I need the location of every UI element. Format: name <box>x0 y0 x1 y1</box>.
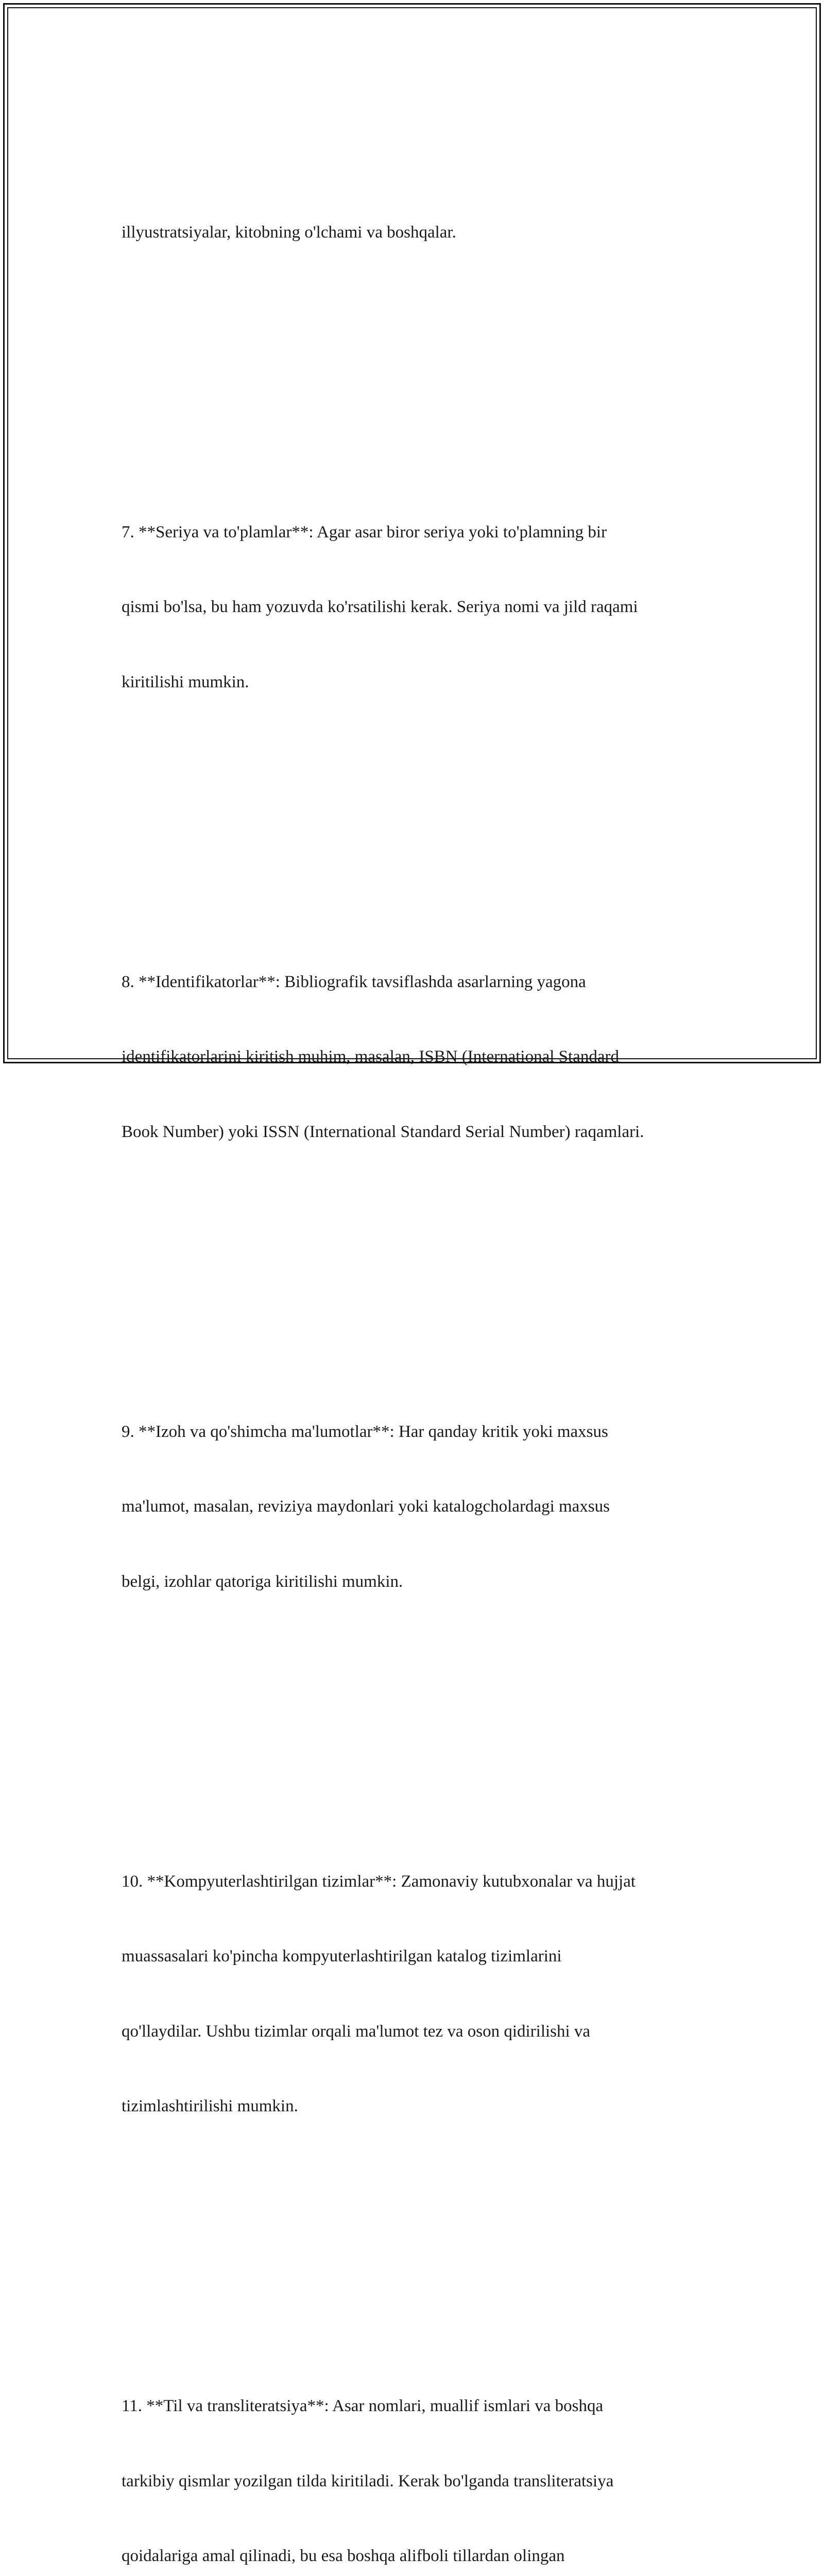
text-line: 9. **Izoh va qo'shimcha ma'lumotlar**: Har qanday kritik yoki maxsus <box>122 1422 608 1441</box>
text-line: tizimlashtirilishi mumkin. <box>122 2097 298 2115</box>
text-line: identifikatorlarini kiritish muhim, masalan, ISBN (International Standard <box>122 1047 619 1066</box>
paragraph <box>122 1819 719 2169</box>
text-line: 11. **Til va transliteratsiya**: Asar nomlari, muallif ismlari va boshqa <box>122 2397 604 2415</box>
paragraph-gap <box>122 2219 719 2244</box>
text-line: qismi bo'lsa, bu ham yozuvda ko'rsatilishi kerak. Seriya nomi va jild raqami <box>122 598 638 616</box>
text-line: qoidalariga amal qilinadi, bu esa boshqa alifboli tillardan olingan <box>122 2547 565 2565</box>
text-line: tarkibiy qismlar yozilgan tilda kiritiladi. Kerak bo'lganda transliteratsiya <box>122 2471 614 2490</box>
text-line: muassasalari ko'pincha kompyuterlashtirilgan katalog tizimlarini <box>122 1947 562 1965</box>
text-line: kiritilishi mumkin. <box>122 672 249 691</box>
paragraph <box>122 470 719 745</box>
paragraph-gap <box>122 794 719 820</box>
text-line: ma'lumot, masalan, reviziya maydonlari yoki katalogcholardagi maxsus <box>122 1497 610 1516</box>
text-line: 10. **Kompyuterlashtirilgan tizimlar**: Zamonaviy kutubxonalar va hujjat <box>122 1872 636 1891</box>
text-line: 8. **Identifikatorlar**: Bibliografik tavsiflashda asarlarning yagona <box>122 972 586 991</box>
text-line: illyustratsiyalar, kitobning o'lchami va boshqalar. <box>122 223 456 242</box>
text-line: qo'llaydilar. Ushbu tizimlar orqali ma'lumot tez va oson qidirilishi va <box>122 2022 591 2041</box>
text-line: 7. **Seriya va to'plamlar**: Agar asar biror seriya yoki to'plamning bir <box>122 522 607 541</box>
text-line: belgi, izohlar qatoriga kiritilishi mumkin. <box>122 1572 403 1591</box>
paragraph-gap <box>122 1244 719 1269</box>
paragraph <box>122 920 719 1195</box>
paragraph <box>122 170 719 295</box>
text-line: Book Number) yoki ISSN (International Standard Serial Number) raqamlari. <box>122 1122 644 1141</box>
paragraph-gap <box>122 345 719 370</box>
paragraph <box>122 2344 719 2576</box>
document-body <box>122 95 719 2576</box>
paragraph <box>122 1369 719 1645</box>
paragraph-gap <box>122 1694 719 1719</box>
